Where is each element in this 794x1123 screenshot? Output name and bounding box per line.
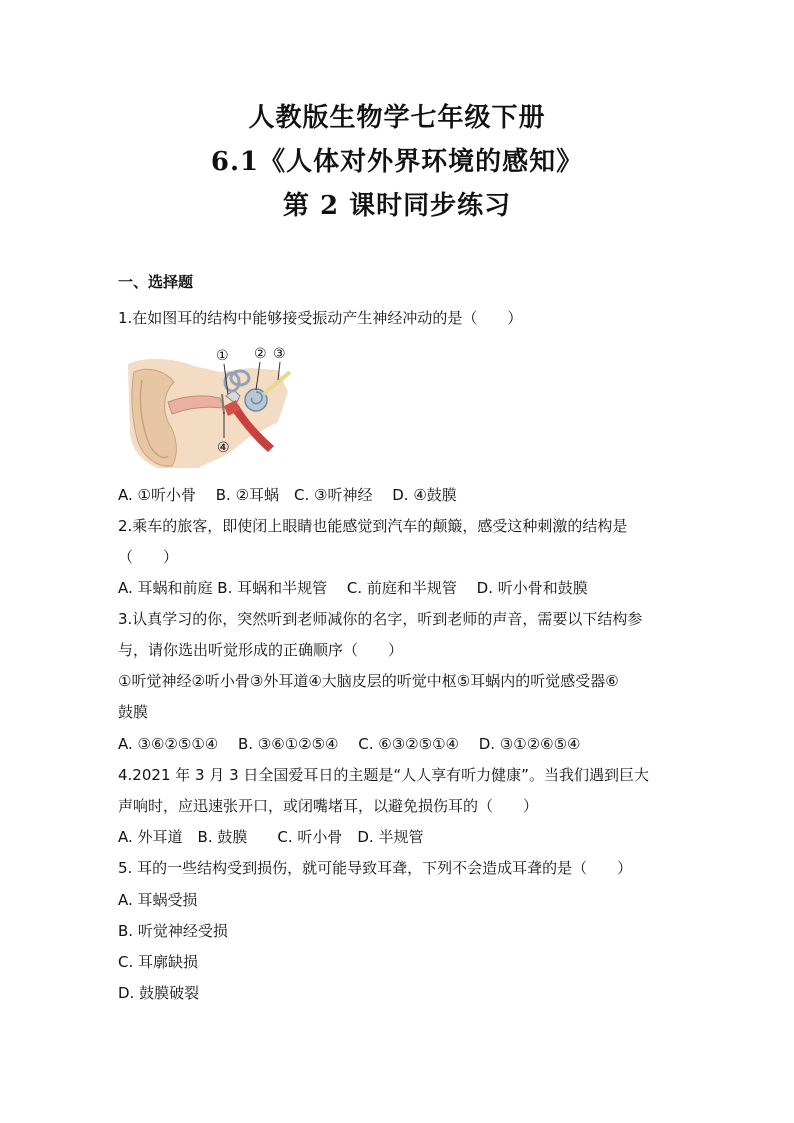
question-5-option-d: D. 鼓膜破裂: [118, 984, 200, 1002]
question-5-option-a: A. 耳蜗受损: [118, 891, 198, 909]
question-5-stem: 5. 耳的一些结构受到损伤，就可能导致耳聋，下列不会造成耳聋的是（ ）: [118, 859, 633, 877]
question-5-option-b: B. 听觉神经受损: [118, 922, 228, 940]
question-2-options: A. 耳蜗和前庭 B. 耳蜗和半规管 C. 前庭和半规管 D. 听小骨和鼓膜: [118, 579, 588, 597]
figure-label-2: ②: [254, 346, 267, 362]
question-3-options: A. ③⑥②⑤①④ B. ③⑥①②⑤④ C. ⑥③②⑤①④ D. ③①②⑥⑤④: [118, 735, 581, 753]
figure-label-4: ④: [217, 440, 230, 456]
question-4-stem-line-1: 4.2021 年 3 月 3 日全国爱耳日的主题是“人人享有听力健康”。当我们遇到巨大: [118, 766, 649, 784]
question-3-stem-line-2: 与，请你选出听觉形成的正确顺序（ ）: [118, 641, 404, 659]
question-3-stem-line-1: 3.认真学习的你，突然听到老师减你的名字，听到老师的声音，需要以下结构参: [118, 610, 643, 628]
ear-diagram: [128, 342, 296, 470]
section-heading: 一、选择题: [118, 273, 194, 291]
question-4-options: A. 外耳道 B. 鼓膜 C. 听小骨 D. 半规管: [118, 828, 424, 846]
document-title: [0, 96, 794, 228]
figure-label-1: ①: [216, 348, 229, 364]
question-2-stem-line-2: （ ）: [118, 548, 179, 566]
title-line-1: 人教版生物学七年级下册: [248, 103, 546, 133]
figure-label-3: ③: [273, 346, 286, 362]
question-4-stem-line-2: 声响时，应迅速张开口，或闭嘴堵耳，以避免损伤耳的（ ）: [118, 797, 539, 815]
title-line-3: 第 2 课时同步练习: [282, 191, 512, 221]
question-1-stem: 1.在如图耳的结构中能够接受振动产生神经冲动的是（ ）: [118, 309, 523, 327]
question-2-stem-line-1: 2.乘车的旅客，即使闭上眼睛也能感觉到汽车的颠簸，感受这种刺激的结构是: [118, 517, 628, 535]
question-3-items-line-1: ①听觉神经②听小骨③外耳道④大脑皮层的听觉中枢⑤耳蜗内的听觉感受器⑥: [118, 672, 619, 690]
question-5-option-c: C. 耳廓缺损: [118, 953, 199, 971]
question-1-options: A. ①听小骨 B. ②耳蜗 C. ③听神经 D. ④鼓膜: [118, 486, 457, 504]
question-3-items-line-2: 鼓膜: [118, 703, 149, 721]
ear-structure-figure: [128, 342, 296, 470]
title-line-2: 6.1《人体对外界环境的感知》: [210, 147, 584, 177]
